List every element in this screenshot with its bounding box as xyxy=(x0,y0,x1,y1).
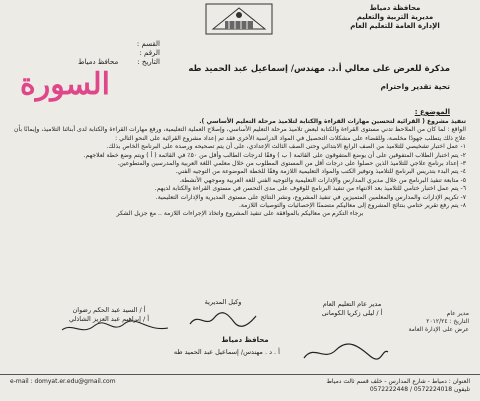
email-line: e-mail : domyat.er.edu@gmail.com xyxy=(10,378,116,385)
footer xyxy=(0,374,480,401)
greeting: تحية تقدير واحترام xyxy=(380,82,450,91)
stamp-line: التاريخ : ٢٠١٢/٢٤ xyxy=(426,318,469,325)
deputy-title: وكيل المديرية xyxy=(204,298,242,306)
address-line: العنوان : دمياط - شارع المدارس - خلف قسم ثالث دمياط xyxy=(326,378,470,385)
minister-name: أ . د . مهندس/ إسماعيل عبد الحميد طه xyxy=(173,348,280,356)
field-date: التاريخ : xyxy=(137,58,160,66)
body-paragraph: الواقع : لما كان من الملاحظ تدني مستوى القراءة والكتابة لبعض تلاميذ مرحلة التعليم الأساسي، وإصلاح العملية التعليمية، ورفع مهارات القراءة والكتابة لدى أبنائنا التلاميذ، وإيمانًا بأن علاج ذلك يتطلب جهودًا مخلصة، وللقضاء على مشكلات التحصيل في المواد الدراسية الأخرى فقد تم إعداد مشروع القرائية على النحو التالي : xyxy=(14,126,466,142)
body-paragraph: تنفيذ مشروع ( القرائية لتحسين مهارات القراءة والكتابة لتلاميذ مرحلة التعليم الأساسي ). xyxy=(199,118,466,125)
governorate-bottom: محافظ دمياط xyxy=(221,336,269,344)
watermark-logo: السورة xyxy=(20,67,110,102)
deputy-signature-block xyxy=(178,298,268,306)
signatory-name: أ / السيد عبد الحكم رضوان xyxy=(72,306,146,314)
director-title: مدير عام التعليم العام xyxy=(322,300,382,308)
memo-body xyxy=(14,118,466,219)
closing-line: برجاء التكرم من معاليكم بالموافقة على تنفيذ المشروع واتخاذ الإجراءات اللازمة .. مع جزيل الشكر xyxy=(116,210,364,218)
date-stamp xyxy=(385,310,469,362)
handwritten-signature-icon xyxy=(188,310,258,330)
stamp-line: مدير عام xyxy=(446,310,469,317)
phone-line: تليفون 0572224018 / 0572222448 xyxy=(369,386,470,393)
body-paragraph: ٦- يتم عمل اختبار ختامي للتلاميذ بعد الانتهاء من تنفيذ البرنامج للوقوف على مدى التحسن في مستوى القراءة والكتابة لديهم. xyxy=(154,185,466,193)
memo-title: مذكرة للعرض على معالي أ.د. مهندس/ إسماعيل عبد الحميد طه xyxy=(188,64,450,74)
subject-label: الموضوع : xyxy=(414,108,450,116)
signatory-name: أ / إبراهيم عبد العزيز الشاذلي xyxy=(68,314,150,323)
stamp-line: عرض على الإدارة العامة xyxy=(408,326,469,333)
ministry-emblem-icon xyxy=(205,3,273,35)
governorate-label: محافظ دمياط xyxy=(78,58,119,66)
letterhead-line: الإدارة العامة للتعليم العام xyxy=(350,22,440,30)
letterhead-line: محافظة دمياط xyxy=(369,4,421,12)
handwritten-signature-icon xyxy=(60,320,170,338)
body-paragraph: ٨- يتم رفع تقرير ختامي بنتائج المشروع إلى معاليكم متضمنًا الإحصائيات والتوصيات اللازمة. xyxy=(238,202,466,210)
field-number: الرقم : xyxy=(139,49,160,57)
letterhead xyxy=(320,4,470,31)
body-paragraph: ٤- يتم البدء بتدريس البرنامج للتلاميذ وتوفير الكتب والمواد التعليمية اللازمة وفقًا للخطة الموضوعة من التوجيه الفني. xyxy=(175,168,466,176)
body-paragraph: ٥- متابعة تنفيذ البرنامج من خلال مديري المدارس والإدارات التعليمية والتوجيه الفني للغة العربية وموجهي الأنشطة. xyxy=(179,176,466,184)
director-name: أ / ليلى زكريا الكومانى xyxy=(321,308,383,317)
body-paragraph: ٧- تكريم الإدارات والمدارس والمعلمين المتميزين في تنفيذ المشروع، ونشر النتائج على مستوى المديرية والإدارات التعليمية. xyxy=(155,193,466,201)
footer-address xyxy=(230,378,470,394)
body-paragraph: ٢- يتم اختبار الطلاب المتفوقين على أن يوضع المتفوقون على القائمة ( ب ) وفقًا لدرجات الطالب وأقل من ٥٠٪ في القائمة ( أ ) ويتم وضع خطة لعلاجهم. xyxy=(83,151,466,159)
footer-contact xyxy=(10,378,170,386)
letterhead-line: مديرية التربية والتعليم xyxy=(356,13,434,21)
body-paragraph: ١- عمل اختبار تشخيصي للتلاميذ من الصف الرابع الابتدائي وحتى الصف الثالث الإعدادي، على أن يتم تصحيحه ورصده على البرنامج الخاص بذلك. xyxy=(106,143,466,151)
field-section: القسم : xyxy=(136,40,160,48)
body-paragraph: ٣- إعداد برنامج علاجي للتلاميذ الذين حصلوا على درجات أقل من المستوى المطلوب من خلال معلمي اللغة العربية والمدرسين والمتطوعين. xyxy=(117,160,466,168)
